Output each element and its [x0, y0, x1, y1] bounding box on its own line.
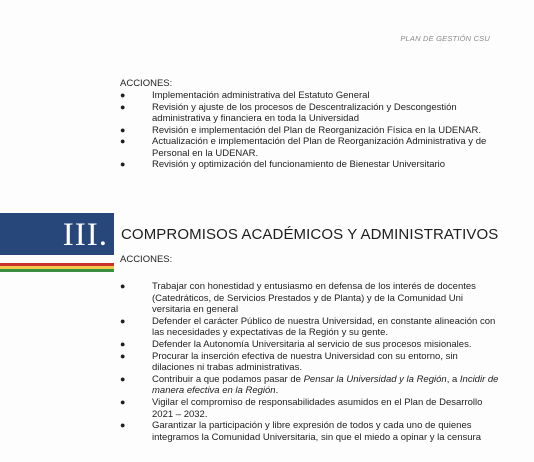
list-item-text: Vigilar el compromiso de responsabilidades asumidos en el Plan de Desarrollo 2021 – 2032.: [152, 396, 483, 420]
section-actions: [120, 281, 500, 443]
list-item-text: Revisión y optimización del funcionamiento de Bienestar Universitario: [152, 159, 446, 170]
section-number: III.: [62, 217, 108, 253]
bullet-icon: ●: [120, 396, 126, 407]
section-number-banner: [0, 213, 114, 255]
list-item-text: Revisión y ajuste de los procesos de Descentralización y Descongestión administrativa y financiera en toda la Universidad: [152, 101, 457, 124]
bullet-icon: ●: [120, 124, 126, 135]
green-stripe: [0, 269, 114, 272]
list-item: [120, 397, 500, 420]
list-item-emphasis: Pensar la Universidad y la Región: [303, 373, 447, 385]
bullet-icon: ●: [120, 281, 126, 291]
actions-label: ACCIONES:: [120, 254, 173, 265]
list-item-emphasis: Incidir de manera efectiva en la Región: [152, 373, 499, 397]
list-item: [120, 102, 500, 125]
bullet-icon: ●: [120, 90, 126, 100]
list-item-text: Trabajar con honestidad y entusiasmo en defensa de los interés de docentes (Catedráticos, de Servicios Prestados y de Planta) y de la Comunidad Uni versitaria en general: [152, 281, 476, 316]
bullet-icon: ●: [120, 101, 126, 112]
list-item-text: , a: [446, 373, 460, 385]
actions-list: [120, 281, 500, 443]
list-item-text: Implementación administrativa del Estatuto General: [152, 90, 370, 101]
list-item-text: Revisión e implementación del Plan de Reorganización Física en la UDENAR.: [152, 124, 481, 136]
previous-section-actions: [120, 78, 500, 171]
color-stripes: [0, 263, 114, 272]
list-item-text: Garantizar la participación y libre expresión de todos y cada uno de quienes integramos la Comunidad Universitaria, sin que el miedo a opinar y la censura: [152, 420, 481, 443]
list-item: [120, 339, 500, 351]
bullet-icon: ●: [120, 338, 126, 349]
list-item-text: Contribuir a que podamos pasar de: [152, 373, 304, 385]
actions-label: ACCIONES:: [120, 78, 173, 89]
list-item: [120, 420, 500, 443]
list-item: [120, 90, 500, 102]
list-item: [120, 159, 500, 171]
list-item: [120, 136, 500, 159]
list-item: [120, 374, 500, 397]
page-header: PLAN DE GESTIÓN CSU: [400, 34, 490, 43]
list-item-text: Defender la Autonomía Universitaria al servicio de sus procesos misionales.: [152, 338, 472, 350]
bullet-icon: ●: [120, 420, 126, 431]
list-item-text: .: [275, 385, 279, 397]
list-item-text: Actualización e implementación del Plan de Reorganización Administrativa y de Personal en la UDENAR.: [152, 136, 487, 159]
actions-list: [120, 90, 500, 171]
bullet-icon: ●: [120, 373, 126, 384]
bullet-icon: ●: [120, 315, 126, 326]
list-item: [120, 316, 500, 339]
list-item: [120, 351, 500, 374]
list-item-text: Defender el carácter Público de nuestra Universidad, en constante alineación con las necesidades y expectativas de la Región y su gente.: [152, 315, 496, 339]
section-title: COMPROMISOS ACADÉMICOS Y ADMINISTRATIVOS: [121, 226, 499, 243]
list-item: [120, 281, 500, 316]
bullet-icon: ●: [120, 350, 126, 361]
bullet-icon: ●: [120, 159, 126, 169]
list-item: [120, 125, 500, 137]
bullet-icon: ●: [120, 136, 126, 146]
list-item-text: Procurar la inserción efectiva de nuestra Universidad con su entorno, sin dilaciones ni trabas administrativas.: [152, 350, 458, 374]
